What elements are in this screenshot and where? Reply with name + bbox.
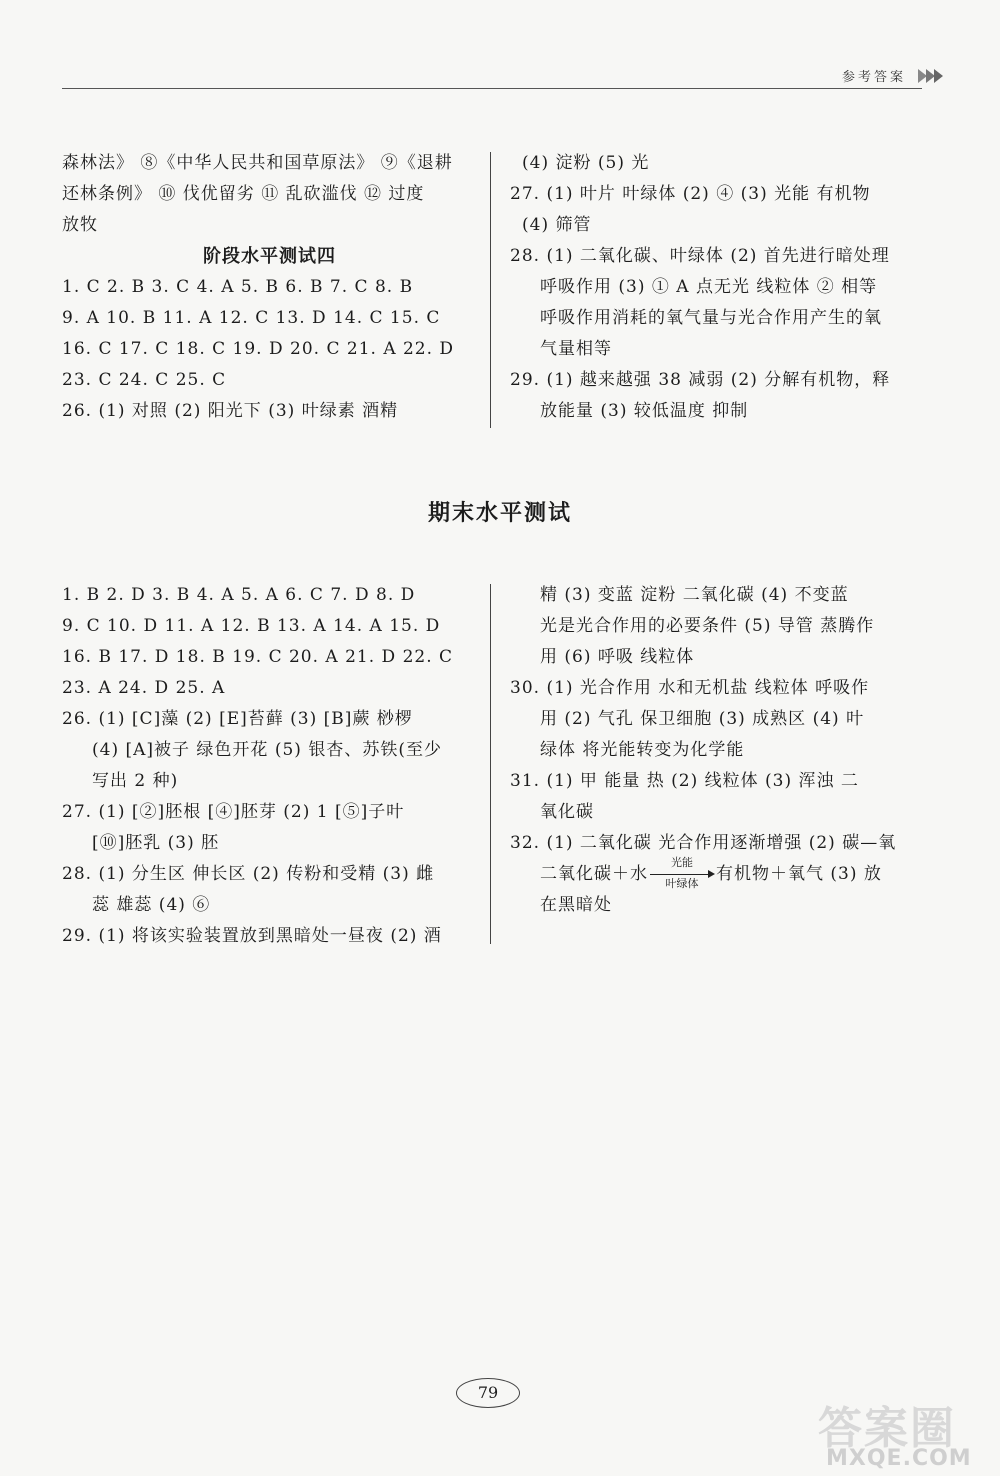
text-line: 32. (1) 二氧化碳 光合作用逐渐增强 (2) 碳—氧	[510, 833, 897, 853]
text-line: 27. (1) [②]胚根 [④]胚芽 (2) 1 [⑤]子叶	[62, 802, 405, 822]
text-line: 28. (1) 分生区 伸长区 (2) 传粉和受精 (3) 雌	[62, 864, 435, 884]
text-line: 29. (1) 将该实验装置放到黑暗处一昼夜 (2) 酒	[62, 926, 442, 946]
text-line: 28. (1) 二氧化碳、叶绿体 (2) 首先进行暗处理	[510, 246, 890, 266]
watermark-url: MXQE.COM	[826, 1446, 972, 1471]
text-line: 放牧	[62, 215, 98, 235]
answer-line: 1. C 2. B 3. C 4. A 5. B 6. B 7. C 8. B	[62, 277, 414, 297]
text-line: (4) [A]被子 绿色开花 (5) 银杏、苏铁(至少	[92, 740, 442, 760]
page-number: 79	[456, 1378, 520, 1408]
answer-line: 16. B 17. D 18. B 19. C 20. A 21. D 22. C	[62, 647, 454, 667]
text-line: 用 (6) 呼吸 线粒体	[540, 647, 695, 667]
text-line: 氧化碳	[540, 802, 594, 822]
answer-line: 9. A 10. B 11. A 12. C 13. D 14. C 15. C	[62, 308, 441, 328]
reaction-condition: 光能	[671, 856, 693, 869]
text-line: 精 (3) 变蓝 淀粉 二氧化碳 (4) 不变蓝	[540, 585, 849, 605]
page-title: 期末水平测试	[427, 501, 572, 526]
text-line: 还林条例》 ⑩ 伐优留劣 ⑪ 乱砍滥伐 ⑫ 过度	[62, 184, 425, 204]
text-line: 27. (1) 叶片 叶绿体 (2) ④ (3) 光能 有机物	[510, 184, 871, 204]
text-line: (4) 筛管	[522, 215, 592, 235]
text-line: (4) 淀粉 (5) 光	[522, 153, 650, 173]
answer-line: 23. A 24. D 25. A	[62, 678, 226, 698]
equation-line	[510, 856, 930, 890]
text-line: 30. (1) 光合作用 水和无机盐 线粒体 呼吸作	[510, 678, 870, 698]
lower-left-column	[62, 580, 482, 952]
text-line: [⑩]胚乳 (3) 胚	[92, 833, 220, 853]
text-line: 31. (1) 甲 能量 热 (2) 线粒体 (3) 浑浊 二	[510, 771, 859, 791]
column-divider	[490, 584, 491, 944]
text-line: 绿体 将光能转变为化学能	[540, 740, 745, 760]
header-rule	[62, 88, 922, 89]
answer-line: 23. C 24. C 25. C	[62, 370, 227, 390]
section-title: 阶段水平测试四	[203, 246, 336, 267]
upper-left-column	[62, 148, 477, 427]
text-line: 写出 2 种)	[92, 771, 179, 791]
equation-products: 有机物＋氧气 (3) 放	[716, 864, 882, 884]
text-line: 气量相等	[540, 339, 612, 359]
equation-reactants: 二氧化碳＋水	[540, 864, 648, 884]
text-line: 光是光合作用的必要条件 (5) 导管 蒸腾作	[540, 616, 875, 636]
text-line: 森林法》 ⑧《中华人民共和国草原法》 ⑨《退耕	[62, 153, 453, 173]
column-divider	[490, 152, 491, 428]
watermark-logo: 答案圈	[818, 1403, 956, 1454]
answer-line: 1. B 2. D 3. B 4. A 5. A 6. C 7. D 8. D	[62, 585, 416, 605]
answer-line: 16. C 17. C 18. C 19. D 20. C 21. A 22. D	[62, 339, 455, 359]
reaction-site: 叶绿体	[665, 877, 699, 890]
text-line: 蕊 雄蕊 (4) ⑥	[92, 895, 211, 915]
text-line: 用 (2) 气孔 保卫细胞 (3) 成熟区 (4) 叶	[540, 709, 865, 729]
upper-right-column	[510, 148, 930, 427]
header-label: 参考答案	[842, 70, 907, 85]
lower-right-column	[510, 580, 930, 921]
answer-line: 9. C 10. D 11. A 12. B 13. A 14. A 15. D	[62, 616, 441, 636]
text-line: 在黑暗处	[540, 895, 612, 915]
text-line: 放能量 (3) 较低温度 抑制	[540, 401, 749, 421]
reaction-arrow	[650, 856, 714, 890]
text-line: 29. (1) 越来越强 38 减弱 (2) 分解有机物，释	[510, 370, 891, 390]
text-line: 26. (1) [C]藻 (2) [E]苔藓 (3) [B]蕨 桫椤	[62, 709, 413, 729]
answer-line: 26. (1) 对照 (2) 阳光下 (3) 叶绿素 酒精	[62, 401, 399, 421]
text-line: 呼吸作用消耗的氧气量与光合作用产生的氧	[540, 308, 882, 328]
text-line: 呼吸作用 (3) ① A 点无光 线粒体 ② 相等	[540, 277, 878, 297]
arrow-icon	[918, 68, 952, 84]
